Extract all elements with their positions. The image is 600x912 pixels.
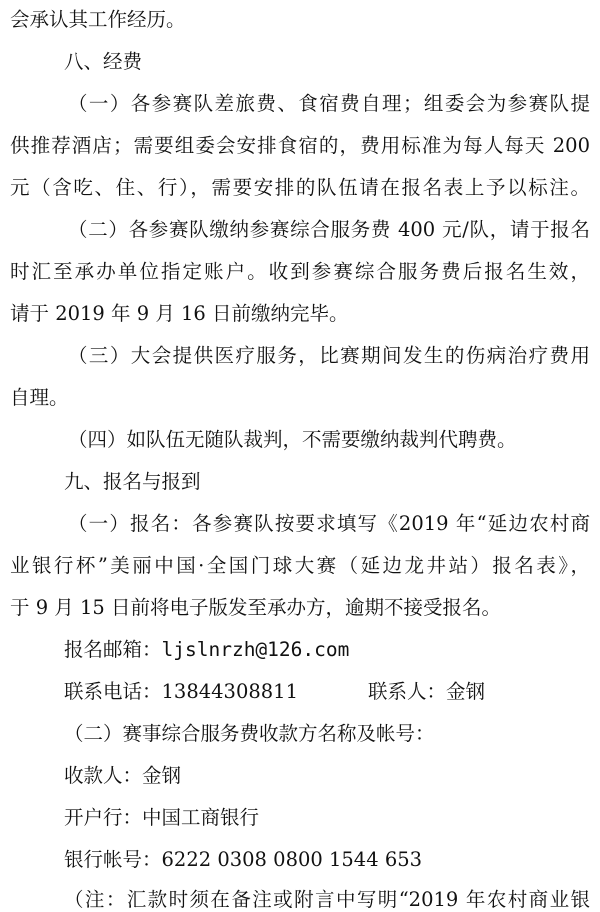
account-label: 银行帐号： bbox=[64, 848, 162, 871]
email-value: ljslnrzh@126.com bbox=[161, 638, 350, 661]
text-line: 元（含吃、住、行），需要安排的队伍请在报名表上予以标注。 bbox=[10, 176, 590, 199]
section-heading-registration: 九、报名与报到 bbox=[64, 470, 201, 493]
text-line: （一）各参赛队差旅费、食宿费自理；组委会为参赛队提 bbox=[68, 92, 590, 115]
phone-value: 13844308811 bbox=[161, 680, 298, 703]
section-heading-fees: 八、经费 bbox=[64, 50, 143, 73]
note-line: （注：汇款时须在备注或附言中写明“2019 年农村商业银 bbox=[64, 888, 590, 911]
text-line: 业银行杯”美丽中国·全国门球大赛（延边龙井站）报名表》， bbox=[10, 554, 590, 577]
contact-person-label: 联系人： bbox=[368, 680, 447, 703]
text-line: （二）赛事综合服务费收款方名称及帐号： bbox=[64, 722, 435, 745]
payee-value: 金钢 bbox=[142, 764, 182, 787]
bank-line bbox=[10, 802, 590, 830]
text-line: 请于 2019 年 9 月 16 日前缴纳完毕。 bbox=[10, 302, 349, 325]
text-line: 自理。 bbox=[10, 386, 69, 409]
text-line: （一）报名：各参赛队按要求填写《2019 年“延边农村商 bbox=[68, 512, 590, 535]
bank-value: 中国工商银行 bbox=[142, 806, 260, 829]
text-line: 时汇至承办单位指定账户。收到参赛综合服务费后报名生效， bbox=[10, 260, 590, 283]
registration-email-line bbox=[10, 634, 590, 662]
text-line: 会承认其工作经历。 bbox=[10, 8, 186, 31]
account-line bbox=[10, 844, 590, 872]
bank-label: 开户行： bbox=[64, 806, 143, 829]
account-value: 6222 0308 0800 1544 653 bbox=[161, 848, 423, 871]
text-line: （四）如队伍无随队裁判，不需要缴纳裁判代聘费。 bbox=[68, 428, 517, 451]
text-line: 于 9 月 15 日前将电子版发至承办方，逾期不接受报名。 bbox=[10, 596, 502, 619]
contact-line bbox=[10, 676, 590, 704]
text-line: 供推荐酒店；需要组委会安排食宿的，费用标准为每人每天 200 bbox=[10, 134, 590, 157]
text-line: （三）大会提供医疗服务，比赛期间发生的伤病治疗费用 bbox=[68, 344, 590, 367]
email-label: 报名邮箱： bbox=[64, 638, 162, 661]
payee-label: 收款人： bbox=[64, 764, 143, 787]
payee-line bbox=[10, 760, 590, 788]
text-line: （二）各参赛队缴纳参赛综合服务费 400 元/队，请于报名 bbox=[68, 218, 590, 241]
contact-person-value: 金钢 bbox=[446, 680, 486, 703]
phone-label: 联系电话： bbox=[64, 680, 162, 703]
